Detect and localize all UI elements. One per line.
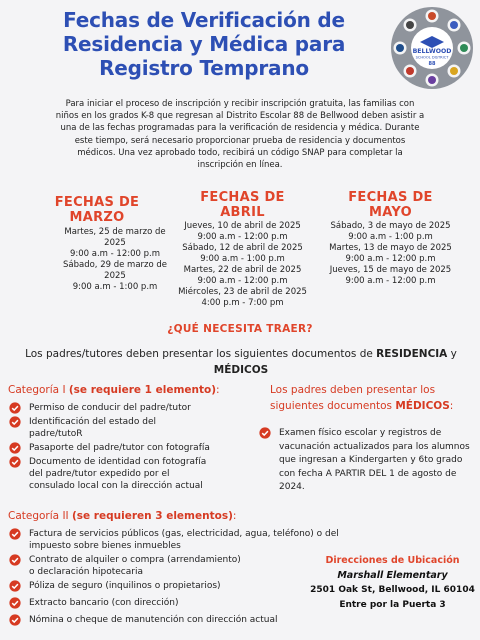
- list-item: [8, 528, 388, 552]
- item-text: Factura de servicios públicos (gas, electricidad, agua, teléfono) o del: [29, 529, 339, 539]
- logo-subtext: SCHOOL DISTRICT: [415, 55, 449, 60]
- date-line: Jueves, 10 de abril de 2025: [184, 221, 301, 231]
- heading-line: FECHAS DE: [54, 195, 140, 210]
- entrance-door: Entre por la Puerta 3: [339, 600, 446, 610]
- time-line: 9:00 a.m - 1:00 p.m: [200, 254, 285, 264]
- check-circle-icon: [8, 554, 22, 566]
- time-line: 4:00 p.m - 7:00 pm: [201, 298, 284, 308]
- school-address: 2501 Oak St, Bellwood, IL 60104: [310, 585, 475, 595]
- item-text: Identificación del estado del: [29, 417, 157, 427]
- date-line: Miércoles, 23 de abril de 2025: [178, 287, 307, 297]
- intro-line: Para iniciar el proceso de inscripción y recibir inscripción gratuita, las familias con: [65, 99, 415, 109]
- time-line: 9:00 a.m - 12:00 p.m: [69, 249, 161, 259]
- march-heading: [22, 196, 172, 225]
- date-line: Sábado, 12 de abril de 2025: [182, 243, 303, 253]
- list-item: [8, 416, 268, 440]
- item-text: que ingresan a Kindergarten y 6to grado: [279, 455, 463, 465]
- intro-line: una de las fechas programadas para la verificación de residencia y médica. Durante: [60, 123, 420, 134]
- check-circle-icon: [8, 597, 22, 609]
- item-text: del padre/tutor expedido por el: [29, 469, 170, 479]
- date-line: Jueves, 15 de mayo de 2025: [329, 265, 452, 275]
- category-requirement: (se requieren 3 elementos): [71, 510, 233, 522]
- school-name: Marshall Elementary: [337, 570, 448, 581]
- list-item: [8, 442, 268, 454]
- check-circle-icon: [8, 442, 22, 454]
- medicos-emphasis: MÉDICOS: [395, 400, 450, 412]
- date-line: Martes, 22 de abril de 2025: [183, 265, 302, 275]
- residencia-emphasis: RESIDENCIA: [376, 348, 448, 360]
- item-text: o declaración hipotecaria: [29, 567, 143, 577]
- april-dates: [170, 191, 315, 309]
- title-line: Registro Temprano: [99, 56, 309, 80]
- item-text: consulado local con la dirección actual: [29, 481, 203, 491]
- item-text: 2024.: [279, 482, 305, 492]
- intro-paragraph: [24, 98, 456, 171]
- date-line: Martes, 25 de marzo de 2025: [64, 227, 166, 248]
- may-dates: [318, 191, 463, 287]
- time-line: 9:00 a.m - 12:00 p.m: [345, 254, 436, 264]
- april-heading: [170, 191, 315, 220]
- item-text: Nómina o cheque de manutención con dirección actual: [29, 615, 278, 625]
- documents-intro: [10, 346, 472, 378]
- page-title: [18, 8, 390, 80]
- may-heading: [318, 191, 463, 220]
- item-text: Documento de identidad con fotografía: [29, 457, 207, 467]
- category-label: Categoría II: [8, 510, 72, 522]
- heading-line: FECHAS DE: [348, 190, 433, 205]
- item-text: Examen físico escolar y registros de: [279, 428, 442, 438]
- time-line: 9:00 a.m - 1:00 p.m: [348, 232, 433, 242]
- intro-text: Los padres/tutores deben presentar los siguientes documentos de: [25, 348, 377, 360]
- medical-item: [258, 427, 480, 495]
- date-line: Sábado, 3 de mayo de 2025: [330, 221, 451, 231]
- intro-line: este tiempo, será necesario proporcionar prueba de residencia y documentos: [74, 135, 406, 146]
- item-text: Contrato de alquiler o compra (arrendamiento): [29, 555, 241, 565]
- list-item: [8, 614, 388, 626]
- category-1-list: [8, 402, 268, 492]
- check-circle-icon: [8, 580, 22, 592]
- district-logo: [390, 6, 474, 90]
- time-line: 9:00 a.m - 12:00 p.m: [345, 276, 436, 286]
- item-text: vacunación actualizados para los alumnos: [279, 441, 470, 452]
- category-requirement: (se requiere 1 elemento): [68, 384, 217, 396]
- category-2-heading: [8, 510, 236, 522]
- time-line: 9:00 a.m - 12:00 p.m: [197, 276, 288, 286]
- time-line: 9:00 a.m - 1:00 p.m: [72, 282, 158, 292]
- check-circle-icon: [8, 614, 22, 626]
- item-text: con fecha A PARTIR DEL 1 de agosto de: [279, 468, 457, 479]
- check-circle-icon: [8, 402, 22, 414]
- item-text: impuesto sobre bienes inmuebles: [29, 541, 181, 551]
- heading-line: ABRIL: [220, 204, 265, 220]
- time-line: 9:00 a.m - 12:00 p.m: [197, 232, 288, 242]
- logo-number: 88: [428, 61, 436, 67]
- item-text: Extracto bancario (con dirección): [29, 598, 179, 608]
- check-circle-icon: [8, 416, 22, 428]
- intro-line: médicos. Una vez aprobado todo, recibirá un código SNAP para completar la: [77, 147, 403, 158]
- intro-line: inscripción en línea.: [197, 160, 283, 171]
- title-line: Residencia y Médica para: [62, 32, 346, 56]
- medical-heading: [270, 382, 480, 414]
- title-line: Fechas de Verificación de: [63, 8, 345, 32]
- intro-line: niños en los grados K-8 que regresan al Distrito Escolar 88 de Bellwood deben asistir a: [55, 111, 425, 122]
- location-title: Direcciones de Ubicación: [325, 555, 460, 566]
- march-dates: [22, 196, 172, 293]
- section-title: ¿QUÉ NECESITA TRAER?: [167, 323, 313, 335]
- item-text: padre/tutoR: [29, 429, 83, 439]
- date-line: Martes, 13 de mayo de 2025: [329, 243, 452, 253]
- check-circle-icon: [258, 427, 272, 439]
- category-colon: :: [232, 510, 237, 522]
- category-label: Categoría I: [8, 384, 69, 396]
- item-text: Pasaporte del padre/tutor con fotografía: [29, 443, 210, 453]
- logo-text: BELLWOOD: [412, 48, 452, 55]
- heading-line: MARZO: [69, 209, 125, 225]
- medicos-emphasis: MÉDICOS: [213, 364, 269, 376]
- item-text: Póliza de seguro (inquilinos o propietarios): [29, 581, 221, 591]
- list-item: [8, 402, 268, 414]
- check-circle-icon: [8, 528, 22, 540]
- heading-line: FECHAS DE: [200, 190, 285, 205]
- intro-text: y: [447, 348, 457, 360]
- check-circle-icon: [8, 456, 22, 468]
- heading-line: MAYO: [369, 204, 412, 220]
- heading-line: siguientes documentos: [270, 400, 396, 412]
- item-text: Permiso de conducir del padre/tutor: [29, 403, 191, 413]
- date-line: Sábado, 29 de marzo de 2025: [62, 260, 168, 281]
- location-block: [300, 553, 480, 613]
- category-1-heading: [8, 384, 220, 396]
- heading-colon: :: [449, 400, 454, 412]
- category-colon: :: [216, 384, 220, 396]
- heading-line: Los padres deben presentar los: [270, 384, 436, 396]
- list-item: [8, 456, 268, 492]
